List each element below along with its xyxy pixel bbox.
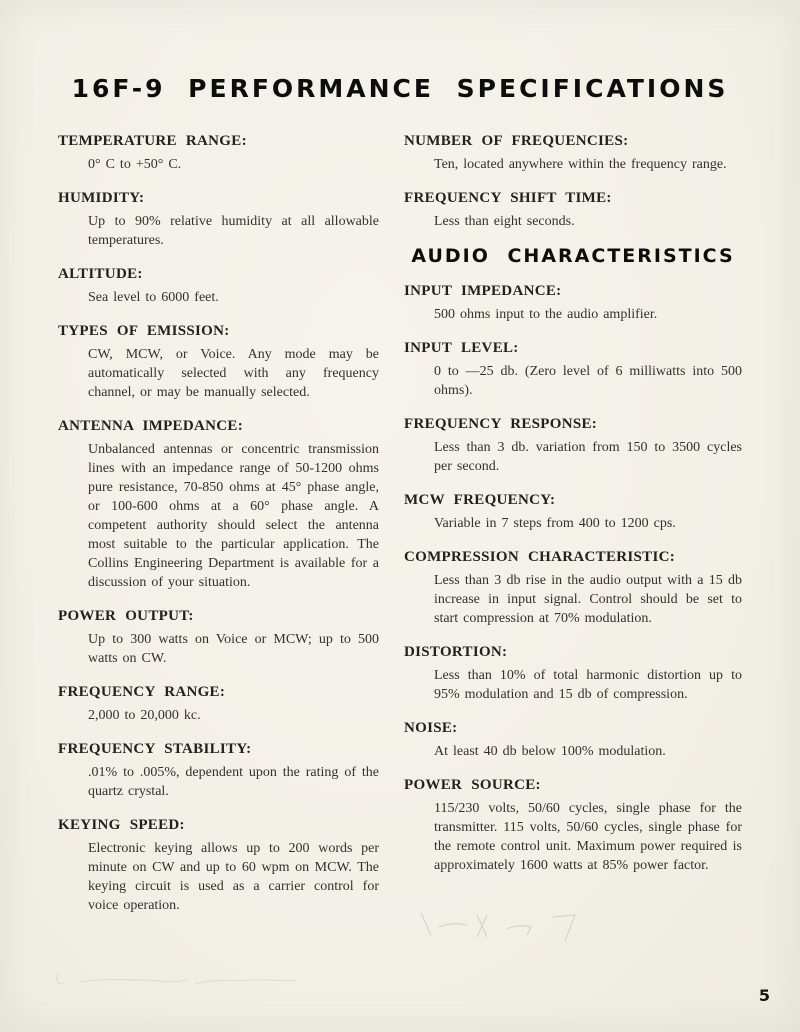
spec-section-types-of-emission — [58, 321, 379, 402]
section-body: Ten, located anywhere within the frequency range. — [434, 157, 727, 172]
spec-section-power-source — [404, 775, 742, 875]
section-heading: FREQUENCY SHIFT TIME: — [404, 190, 612, 206]
section-heading: TYPES OF EMISSION: — [58, 323, 230, 339]
section-body: Up to 300 watts on Voice or MCW; up to 500 watts on CW. — [88, 632, 379, 666]
section-body: Less than 10% of total harmonic distortion up to 95% modulation and 15 db of compression. — [434, 668, 742, 702]
right-column — [404, 131, 742, 889]
section-heading: INPUT IMPEDANCE: — [404, 283, 562, 299]
section-body: 115/230 volts, 50/60 cycles, single phase for the transmitter. 115 volts, 50/60 cycles, single phase for the remote control unit. Maximum power required is approximately 1600 watts at 85% power factor. — [434, 801, 742, 873]
page-title: 16F-9 PERFORMANCE SPECIFICATIONS — [71, 74, 729, 103]
section-heading: HUMIDITY: — [58, 190, 145, 206]
section-heading: TEMPERATURE RANGE: — [58, 133, 247, 149]
spec-section-keying-speed — [58, 815, 379, 915]
section-heading: KEYING SPEED: — [58, 817, 185, 833]
section-heading: FREQUENCY RANGE: — [58, 684, 226, 700]
section-heading: POWER OUTPUT: — [58, 608, 194, 624]
spec-section-mcw-frequency — [404, 490, 742, 533]
section-body: 0° C to +50° C. — [88, 157, 182, 172]
spec-section-number-of-frequencies — [404, 131, 742, 174]
section-heading: FREQUENCY STABILITY: — [58, 741, 252, 757]
section-heading: INPUT LEVEL: — [404, 340, 519, 356]
section-body: Unbalanced antennas or concentric transmission lines with an impedance range of 50-1200 ohms pure resistance, 70-850 ohms at 45° phase angle, or 100-600 ohms at a 60° phase angle. A competent authority should select the antenna most suitable to the particular application. The Collins Engineering Department is available for a discussion of your situation. — [88, 442, 379, 590]
section-heading: ALTITUDE: — [58, 266, 143, 282]
section-body: 500 ohms input to the audio amplifier. — [434, 307, 658, 322]
section-heading: ANTENNA IMPEDANCE: — [58, 418, 243, 434]
section-body: Sea level to 6000 feet. — [88, 290, 219, 305]
section-body: Less than 3 db rise in the audio output with a 15 db increase in input signal. Control should be set to start compression at 70% modulation. — [434, 573, 742, 626]
spec-section-antenna-impedance — [58, 416, 379, 592]
page-number: 5 — [758, 986, 770, 1005]
section-heading: MCW FREQUENCY: — [404, 492, 556, 508]
left-column — [58, 131, 379, 929]
spec-section-input-level — [404, 338, 742, 400]
section-body: Variable in 7 steps from 400 to 1200 cps. — [434, 516, 676, 531]
section-heading: NUMBER OF FREQUENCIES: — [404, 133, 629, 149]
pencil-marks — [45, 968, 305, 998]
section-heading: NOISE: — [404, 720, 458, 736]
section-body: CW, MCW, or Voice. Any mode may be automatically selected with any frequency channel, or may be manually selected. — [88, 347, 379, 400]
section-body: .01% to .005%, dependent upon the rating of the quartz crystal. — [88, 765, 379, 799]
section-body: 2,000 to 20,000 kc. — [88, 708, 201, 723]
spec-section-input-impedance — [404, 281, 742, 324]
spec-section-compression-characteristic — [404, 547, 742, 628]
spec-section-frequency-range — [58, 682, 379, 725]
section-body: At least 40 db below 100% modulation. — [434, 744, 666, 759]
spec-section-frequency-stability — [58, 739, 379, 801]
audio-characteristics-subtitle: AUDIO CHARACTERISTICS — [411, 245, 735, 267]
spec-section-distortion — [404, 642, 742, 704]
spec-section-frequency-response — [404, 414, 742, 476]
spec-section-temperature-range — [58, 131, 379, 174]
section-body: Less than 3 db. variation from 150 to 3500 cycles per second. — [434, 440, 742, 474]
section-heading: POWER SOURCE: — [404, 777, 541, 793]
section-heading: DISTORTION: — [404, 644, 508, 660]
section-body: Up to 90% relative humidity at all allowable temperatures. — [88, 214, 379, 248]
section-body: Less than eight seconds. — [434, 214, 575, 229]
pencil-marks — [415, 905, 585, 950]
section-body: Electronic keying allows up to 200 words per minute on CW and up to 60 wpm on MCW. The keying circuit is used as a carrier control for voice operation. — [88, 841, 379, 913]
spec-section-humidity — [58, 188, 379, 250]
spec-section-frequency-shift-time — [404, 188, 742, 231]
spec-section-altitude — [58, 264, 379, 307]
section-heading: FREQUENCY RESPONSE: — [404, 416, 598, 432]
section-heading: COMPRESSION CHARACTERISTIC: — [404, 549, 676, 565]
spec-section-power-output — [58, 606, 379, 668]
spec-section-noise — [404, 718, 742, 761]
section-body: 0 to —25 db. (Zero level of 6 milliwatts into 500 ohms). — [434, 364, 742, 398]
